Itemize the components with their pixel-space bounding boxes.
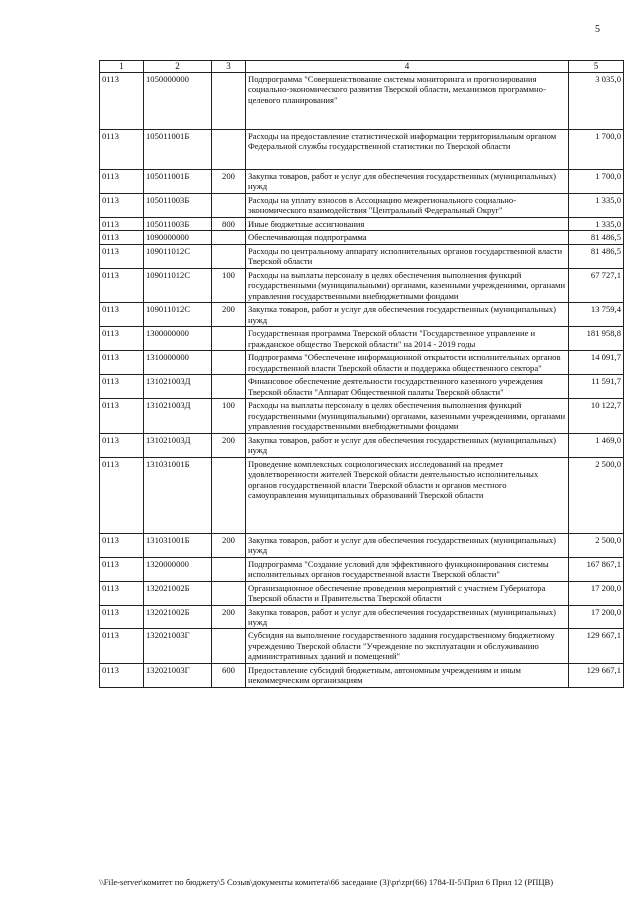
table-row: [100, 433, 624, 457]
section-code: 0113: [100, 268, 144, 302]
section-code: 0113: [100, 399, 144, 433]
expense-type: 100: [212, 399, 246, 433]
description: Подпрограмма "Обеспечение информационной открытости исполнительных органов государственной власти Тверской области и поддержка общественного сектора": [246, 351, 569, 375]
section-code: 0113: [100, 217, 144, 230]
amount: 1 335,0: [569, 193, 624, 217]
target-code: 1090000000: [144, 231, 212, 244]
target-code: 1310000000: [144, 351, 212, 375]
amount: 167 867,1: [569, 557, 624, 581]
expense-type: [212, 629, 246, 663]
target-code: 105011001Б: [144, 169, 212, 193]
expense-type: 100: [212, 268, 246, 302]
target-code: 109011012С: [144, 244, 212, 268]
amount: 181 958,8: [569, 327, 624, 351]
description: Предоставление субсидий бюджетным, автономным учреждениям и иным некоммерческим организациям: [246, 663, 569, 687]
amount: 17 200,0: [569, 581, 624, 605]
target-code: 109011012С: [144, 268, 212, 302]
table-row: [100, 244, 624, 268]
description: Закупка товаров, работ и услуг для обеспечения государственных (муниципальных) нужд: [246, 303, 569, 327]
description: Государственная программа Тверской области "Государственное управление и гражданское общество Тверской области" на 2014 - 2019 годы: [246, 327, 569, 351]
target-code: 132021003Г: [144, 629, 212, 663]
table-row: [100, 303, 624, 327]
description: Расходы на предоставление статистической информации территориальным органом Федеральной службы государственной статистики по Тверской области: [246, 129, 569, 169]
description: Финансовое обеспечение деятельности государственного казенного учреждения Тверской области "Аппарат Общественной палаты Тверской области": [246, 375, 569, 399]
expense-type: [212, 193, 246, 217]
table-row: [100, 193, 624, 217]
section-code: 0113: [100, 231, 144, 244]
expense-type: [212, 557, 246, 581]
description: Расходы на уплату взносов в Ассоциацию межрегионального социально-экономического взаимодействия "Центральный Федеральный Округ": [246, 193, 569, 217]
expense-type: [212, 375, 246, 399]
target-code: 131031001Б: [144, 457, 212, 533]
section-code: 0113: [100, 351, 144, 375]
target-code: 131021003Д: [144, 375, 212, 399]
expense-type: 200: [212, 533, 246, 557]
target-code: 131021003Д: [144, 399, 212, 433]
expense-type: 200: [212, 605, 246, 629]
target-code: 131021003Д: [144, 433, 212, 457]
header-col-2: 2: [144, 61, 212, 73]
expense-type: [212, 457, 246, 533]
expense-type: 800: [212, 217, 246, 230]
amount: 1 469,0: [569, 433, 624, 457]
expense-type: 200: [212, 433, 246, 457]
target-code: 105011003Б: [144, 217, 212, 230]
amount: 129 667,1: [569, 663, 624, 687]
description: Подпрограмма "Создание условий для эффективного функционирования системы исполнительных органов государственной власти Тверской области": [246, 557, 569, 581]
section-code: 0113: [100, 629, 144, 663]
expense-type: [212, 327, 246, 351]
file-path-footer: \\File-server\комитет по бюджету\5 Созыв\документы комитета\66 заседание (3)\pr\zpr(66) 1784-II-5\Прил 6 Прил 12 (РПЦВ): [99, 877, 554, 887]
description: Расходы на выплаты персоналу в целях обеспечения выполнения функций государственными (муниципальными) органами, казенными учреждениями, органами управления государственными внебюджетными фондами: [246, 268, 569, 302]
table-row: [100, 629, 624, 663]
description: Обеспечивающая подпрограмма: [246, 231, 569, 244]
description: Закупка товаров, работ и услуг для обеспечения государственных (муниципальных) нужд: [246, 533, 569, 557]
expense-type: 600: [212, 663, 246, 687]
description: Закупка товаров, работ и услуг для обеспечения государственных (муниципальных) нужд: [246, 605, 569, 629]
target-code: 1050000000: [144, 72, 212, 129]
page-number: 5: [595, 24, 600, 35]
section-code: 0113: [100, 193, 144, 217]
section-code: 0113: [100, 72, 144, 129]
description: Субсидия на выполнение государственного задания государственному бюджетному учреждению Тверской области "Учреждение по эксплуатации и обслуживанию административных зданий и помещений": [246, 629, 569, 663]
table-row: [100, 169, 624, 193]
table-row: [100, 327, 624, 351]
header-col-4: 4: [246, 61, 569, 73]
table-row: [100, 217, 624, 230]
amount: 2 500,0: [569, 533, 624, 557]
section-code: 0113: [100, 327, 144, 351]
description: Организационное обеспечение проведения мероприятий с участием Губернатора Тверской области и Правительства Тверской области: [246, 581, 569, 605]
section-code: 0113: [100, 605, 144, 629]
section-code: 0113: [100, 533, 144, 557]
table-row: [100, 399, 624, 433]
amount: 2 500,0: [569, 457, 624, 533]
table-row: [100, 268, 624, 302]
table-row: [100, 72, 624, 129]
section-code: 0113: [100, 244, 144, 268]
table-row: [100, 457, 624, 533]
amount: 1 700,0: [569, 129, 624, 169]
amount: 10 122,7: [569, 399, 624, 433]
description: Закупка товаров, работ и услуг для обеспечения государственных (муниципальных) нужд: [246, 433, 569, 457]
section-code: 0113: [100, 129, 144, 169]
amount: 3 035,0: [569, 72, 624, 129]
description: Расходы на выплаты персоналу в целях обеспечения выполнения функций государственными (муниципальными) органами, казенными учреждениями, органами управления государственными внебюджетными фондами: [246, 399, 569, 433]
amount: 11 591,7: [569, 375, 624, 399]
header-col-1: 1: [100, 61, 144, 73]
section-code: 0113: [100, 557, 144, 581]
amount: 17 200,0: [569, 605, 624, 629]
amount: 1 700,0: [569, 169, 624, 193]
description: Проведение комплексных социологических исследований на предмет удовлетворенности жителей Тверской области деятельностью исполнительных органов государственной власти Тверской области и органов местного самоуправления муниципальных образований Тверской области: [246, 457, 569, 533]
expense-type: [212, 231, 246, 244]
amount: 81 486,5: [569, 231, 624, 244]
amount: 67 727,1: [569, 268, 624, 302]
target-code: 132021002Б: [144, 581, 212, 605]
table-row: [100, 375, 624, 399]
table-row: [100, 605, 624, 629]
description: Расходы по центральному аппарату исполнительных органов государственной власти Тверской области: [246, 244, 569, 268]
section-code: 0113: [100, 303, 144, 327]
target-code: 1320000000: [144, 557, 212, 581]
expense-type: [212, 351, 246, 375]
target-code: 105011003Б: [144, 193, 212, 217]
target-code: 131031001Б: [144, 533, 212, 557]
amount: 13 759,4: [569, 303, 624, 327]
section-code: 0113: [100, 375, 144, 399]
target-code: 132021003Г: [144, 663, 212, 687]
expense-type: 200: [212, 303, 246, 327]
header-col-5: 5: [569, 61, 624, 73]
target-code: 109011012С: [144, 303, 212, 327]
expense-type: 200: [212, 169, 246, 193]
target-code: 105011001Б: [144, 129, 212, 169]
table-row: [100, 533, 624, 557]
section-code: 0113: [100, 169, 144, 193]
header-col-3: 3: [212, 61, 246, 73]
section-code: 0113: [100, 581, 144, 605]
expense-type: [212, 244, 246, 268]
description: Иные бюджетные ассигнования: [246, 217, 569, 230]
table-row: [100, 129, 624, 169]
description: Закупка товаров, работ и услуг для обеспечения государственных (муниципальных) нужд: [246, 169, 569, 193]
table-row: [100, 557, 624, 581]
table-row: [100, 581, 624, 605]
expense-type: [212, 129, 246, 169]
expense-type: [212, 581, 246, 605]
amount: 129 667,1: [569, 629, 624, 663]
table-header-row: [100, 61, 624, 73]
section-code: 0113: [100, 457, 144, 533]
target-code: 1300000000: [144, 327, 212, 351]
table-row: [100, 231, 624, 244]
amount: 14 091,7: [569, 351, 624, 375]
amount: 1 335,0: [569, 217, 624, 230]
section-code: 0113: [100, 433, 144, 457]
table-row: [100, 663, 624, 687]
description: Подпрограмма "Совершенствование системы мониторинга и прогнозирования социально-экономического развития Тверской области, механизмов программно-целевого планирования": [246, 72, 569, 129]
table-row: [100, 351, 624, 375]
section-code: 0113: [100, 663, 144, 687]
budget-table: [99, 60, 624, 688]
expense-type: [212, 72, 246, 129]
amount: 81 486,5: [569, 244, 624, 268]
target-code: 132021002Б: [144, 605, 212, 629]
